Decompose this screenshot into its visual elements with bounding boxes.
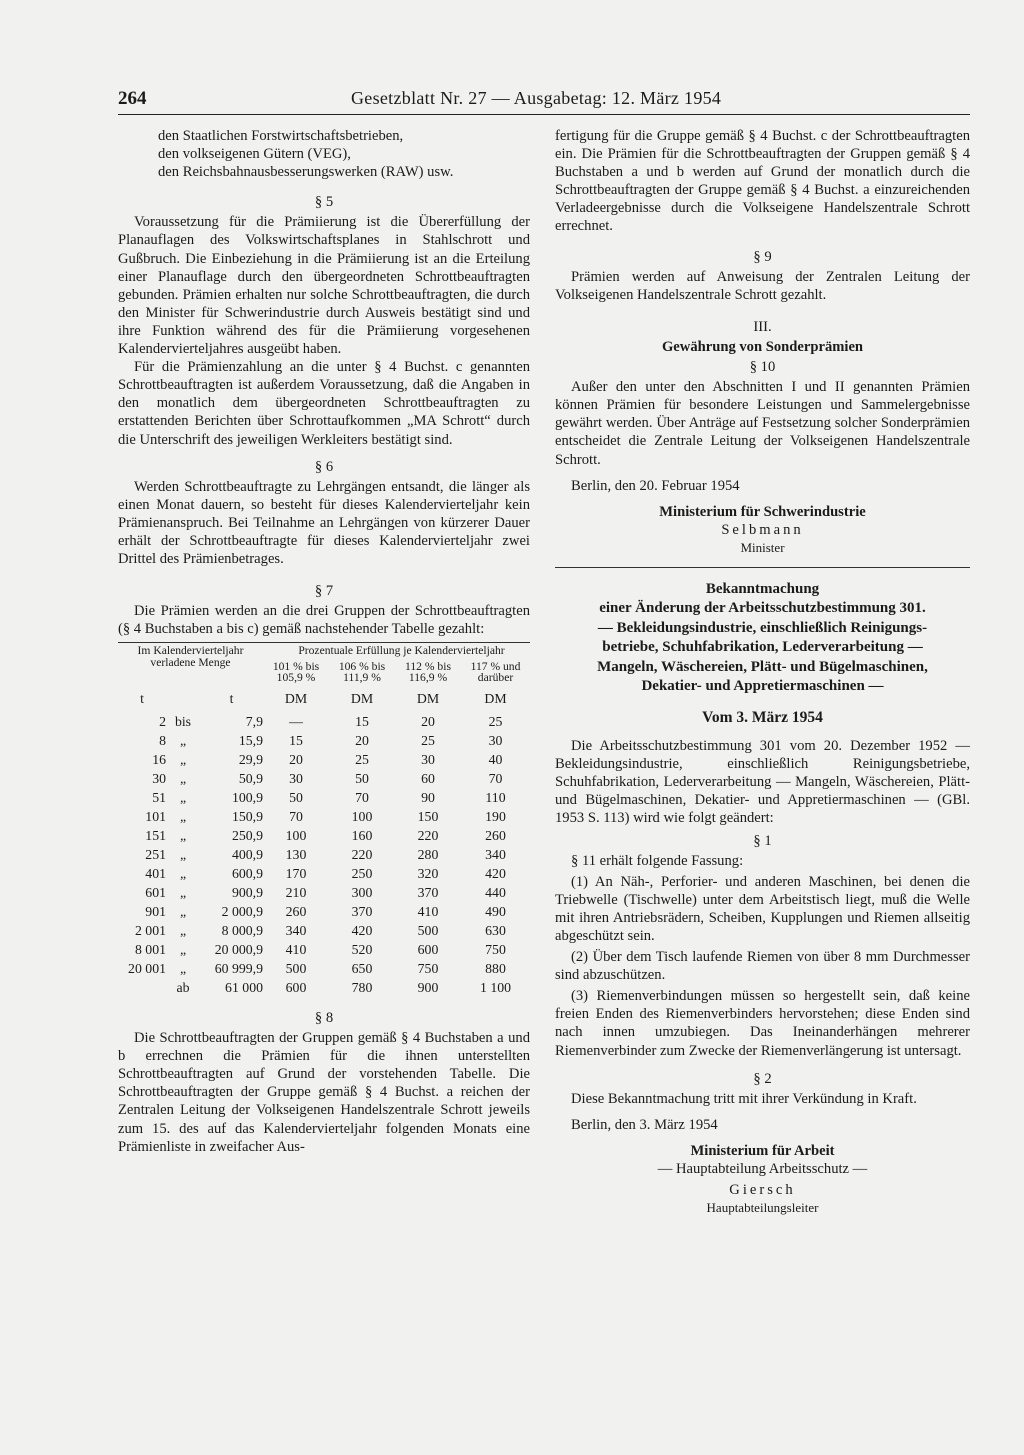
ministry-1: Ministerium für Schwerindustrie <box>659 503 866 520</box>
section-10-paragraph: Außer den unter den Abschnitten I und II genannten Prämien können Prämien für besondere Leistungen und Sammelergebnisse gewährt werden. Über Anträge auf Festsetzung solcher Sonderprämien entscheidet die Zentrale Leitung der Volkseigenen Handelszentrale Schrott. <box>555 379 970 468</box>
section-9-heading: § 9 <box>753 248 772 265</box>
table-row <box>118 826 530 845</box>
signature-date-2: Berlin, den 3. März 1954 <box>571 1116 718 1133</box>
table-cell-value: 40 <box>488 751 503 767</box>
table-cell-value: 440 <box>485 884 506 900</box>
table-row <box>118 978 530 997</box>
announcement-section-1-heading: § 1 <box>753 832 772 849</box>
table-cell-value: 250 <box>351 865 373 881</box>
announcement-title-line: einer Änderung der Arbeitsschutzbestimmung 301. <box>599 600 926 617</box>
table-units-row <box>118 686 530 712</box>
ministry-2: Ministerium für Arbeit <box>690 1142 835 1159</box>
table-cell-sep: „ <box>179 808 187 824</box>
section-9-paragraph: Prämien werden auf Anweisung der Zentralen Leitung der Volkseigenen Handelszentrale Schrott gezahlt. <box>555 268 970 303</box>
table-cell-value: 100 <box>351 808 373 824</box>
table-cell-sep: „ <box>179 960 187 976</box>
announcement-paragraph: Die Arbeitsschutzbestimmung 301 vom 20. Dezember 1952 — Bekleidungsindustrie, einschließlich Reinigungsbetriebe, Schuhfabrikation, Lederverarbeitung — Mangeln, Wäschereien, Plätt- und Bügelmaschinen, Dekatier- und Appretiermaschinen — (GBl. 1953 S. 113) wird wie folgt geändert: <box>555 738 970 827</box>
table-cell-to: 7,9 <box>245 713 263 729</box>
table-cell-value: 320 <box>417 865 439 881</box>
table-cell-value: 600 <box>285 979 307 995</box>
part-3-title: Gewährung von Sonderprämien <box>661 338 864 355</box>
table-cell-value: 750 <box>417 960 439 976</box>
announcement-title-line: betriebe, Schuhfabrikation, Lederverarbeitung — <box>602 639 923 656</box>
table-cell-to: 100,9 <box>231 789 263 805</box>
signer-1: Selbmann <box>721 521 804 538</box>
left-column <box>118 127 530 1156</box>
section-5-paragraph-1: Voraussetzung für die Prämiierung ist die Übererfüllung der Planauflagen des Volkswirtschaftsplanes in Stahlschrott und Gußbruch. Die Einbeziehung in die Prämiierung ist an die Erteilung einer Planauflage durch den übergeordneten Schrottbeauftragten gebunden. Prämien erhalten nur solche Schrottbeauftragten, die durch den Minister für Schwerindustrie durch Ausweis bestätigt sind und ihre Funktion während des für die Prämiierung vorgesehenen Kalendervierteljahres ausgeübt haben. <box>118 214 530 358</box>
table-cell-value: 220 <box>417 827 439 843</box>
section-5-paragraph-2: Für die Prämienzahlung an die unter § 4 Buchst. c genannten Schrottbeauftragten ist außerdem Voraussetzung, daß die Angaben in den monatlich dem übergeordneten Schrottbeauftragten zu erstattenden Berichten über Schrottaufkommen „MA Schrott“ durch die Unterschrift des jeweiligen Werkleiters bestätigt sind. <box>118 359 530 448</box>
table-cell-to: 60 999,9 <box>214 960 263 976</box>
table-cell-value: 370 <box>351 903 373 919</box>
announcement-title-line: Mangeln, Wäschereien, Plätt- und Bügelmaschinen, <box>597 658 928 675</box>
table-cell-value: 650 <box>351 960 373 976</box>
table-cell-value: 340 <box>285 922 307 938</box>
table-cell-value: 130 <box>285 846 307 862</box>
table-cell-value: 600 <box>417 941 439 957</box>
signer-2-title: Hauptabteilungsleiter <box>706 1200 819 1216</box>
page-number: 264 <box>118 88 147 109</box>
table-cell-from: 51 <box>152 789 166 805</box>
table-row <box>118 864 530 883</box>
table-cell-value: 20 <box>289 751 303 767</box>
section-7-paragraph: Die Prämien werden an die drei Gruppen der Schrottbeauftragten (§ 4 Buchstaben a bis c) gemäß nachstehender Tabelle gezahlt: <box>118 603 530 638</box>
table-row <box>118 712 530 731</box>
table-row <box>118 940 530 959</box>
table-cell-to: 50,9 <box>238 770 263 786</box>
intro-list <box>118 127 530 181</box>
table-cell-sep: bis <box>174 713 192 729</box>
table-cell-value: 160 <box>351 827 373 843</box>
table-cell-to: 61 000 <box>225 979 263 995</box>
announcement-section-1-paragraph-2: (1) An Näh-, Perforier- und anderen Maschinen, bei denen die Triebwelle (Tischwelle) unter dem Arbeitstisch liegt, muß die Welle mit ihren Antriebsrädern, Scheiben, Kupplungen und Riemen allseitig abgeschützt sein. <box>555 873 970 944</box>
table-cell-value: 60 <box>421 770 435 786</box>
table-cell-value: 110 <box>485 789 506 805</box>
table-cell-value: 30 <box>289 770 303 786</box>
table-cell-sep: „ <box>179 770 187 786</box>
table-cell-value: 1 100 <box>479 979 512 995</box>
table-cell-sep: „ <box>179 846 187 862</box>
table-unit: t <box>140 691 144 707</box>
table-cell-value: 100 <box>285 827 307 843</box>
table-subheader: 106 % bis 111,9 % <box>338 659 386 685</box>
table-cell-value: 30 <box>488 732 503 748</box>
premium-table <box>118 642 530 997</box>
table-cell-value: 25 <box>355 751 369 767</box>
announcement-section-1-paragraph-4: (3) Riemenverbindungen müssen so hergestellt sein, daß keine freien Enden des Riemenverbinders hervorstehen; diese Enden sind nach innen umzubiegen. Das Ineinanderhängen mehrerer Riemenverbinder zum Zwecke der Riemenverlängerung ist untersagt. <box>555 988 970 1059</box>
section-8-paragraph: Die Schrottbeauftragten der Gruppen gemäß § 4 Buchstaben a und b errechnen die Prämien für die ihnen unterstellten Schrottbeauftragten auf Grund der vorstehenden Tabelle. Die Schrottbeauftragten der Gruppe gemäß § 4 Buchst. a reichen der Zentralen Leitung der Volkseigenen Handelszentrale Schrott jeweils zum 15. des auf das Kalendervierteljahr folgenden Monats eine Prämienliste in zweifacher Aus- <box>118 1030 530 1155</box>
table-cell-value: 520 <box>351 941 373 957</box>
table-header-quantity: Im Kalendervierteljahr verladene Menge <box>137 644 244 669</box>
table-cell-value: 300 <box>351 884 373 900</box>
table-row <box>118 845 530 864</box>
table-cell-value: — <box>289 713 303 729</box>
table-cell-value: 500 <box>285 960 307 976</box>
section-10-heading: § 10 <box>749 359 776 376</box>
signer-1-title: Minister <box>740 539 785 555</box>
table-cell-value: 420 <box>351 922 373 938</box>
table-cell-value: 90 <box>421 789 435 805</box>
announcement-section-1-paragraph-1: § 11 erhält folgende Fassung: <box>571 852 744 869</box>
table-cell-value: 490 <box>485 903 506 919</box>
section-5-heading: § 5 <box>314 194 334 211</box>
table-cell-sep: „ <box>179 941 187 957</box>
table-row <box>118 750 530 769</box>
section-7-heading: § 7 <box>314 583 334 600</box>
table-cell-value: 260 <box>485 827 506 843</box>
table-cell-sep: „ <box>179 922 187 938</box>
table-cell-value: 420 <box>485 865 506 881</box>
table-cell-value: 220 <box>351 846 373 862</box>
table-cell-value: 410 <box>285 941 307 957</box>
table-subheader: 112 % bis 116,9 % <box>405 659 451 685</box>
table-row <box>118 807 530 826</box>
announcement-date: Vom 3. März 1954 <box>702 708 823 726</box>
divider <box>555 567 970 568</box>
table-cell-sep: „ <box>179 827 187 843</box>
table-cell-value: 20 <box>355 732 369 748</box>
table-cell-value: 25 <box>421 732 435 748</box>
table-cell-value: 340 <box>485 846 506 862</box>
table-cell-to: 250,9 <box>231 827 263 843</box>
announcement-title-line: Bekanntmachung <box>705 580 820 597</box>
table-cell-sep: „ <box>179 789 187 805</box>
table-cell-from: 8 <box>159 732 166 748</box>
table-cell-value: 70 <box>355 789 369 805</box>
table-cell-value: 170 <box>285 865 307 881</box>
table-cell-from: 16 <box>152 751 166 767</box>
signer-2: Giersch <box>729 1182 796 1199</box>
table-cell-to: 15,9 <box>238 732 263 748</box>
table-cell-value: 370 <box>417 884 439 900</box>
table-row <box>118 731 530 750</box>
table-header-fulfillment: Prozentuale Erfüllung je Kalendervierteljahr <box>298 644 505 658</box>
table-cell-from: 151 <box>145 827 166 843</box>
table-cell-value: 15 <box>355 713 369 729</box>
table-row <box>118 769 530 788</box>
intro-line: den Reichsbahnausbesserungswerken (RAW) usw. <box>158 164 454 181</box>
table-cell-from: 8 001 <box>134 941 166 957</box>
table-cell-value: 70 <box>488 770 503 786</box>
table-cell-from: 901 <box>145 903 166 919</box>
table-cell-from <box>118 978 166 997</box>
announcement-title <box>555 580 970 697</box>
table-cell-to: 600,9 <box>231 865 263 881</box>
table-cell-value: 900 <box>417 979 439 995</box>
table-cell-value: 410 <box>417 903 439 919</box>
table-cell-to: 29,9 <box>238 751 263 767</box>
page-header <box>118 88 970 115</box>
table-body <box>118 712 530 997</box>
table-cell-sep: „ <box>179 751 187 767</box>
table-cell-value: 630 <box>485 922 506 938</box>
table-cell-from: 251 <box>145 846 166 862</box>
table-unit: DM <box>284 691 308 707</box>
right-column <box>555 127 970 1217</box>
table-unit: DM <box>350 691 374 707</box>
table-cell-value: 260 <box>285 903 307 919</box>
section-6-paragraph: Werden Schrottbeauftragte zu Lehrgängen entsandt, die länger als einen Monat dauern, so besteht für dieses Kalendervierteljahr kein Prämienanspruch. Bei Teilnahme an Lehrgängen von kürzerer Dauer erhält der Schrottbeauftragte für dieses Kalendervierteljahr zwei Drittel des Prämienbetrages. <box>118 478 530 568</box>
announcement-section-1-paragraph-3: (2) Über dem Tisch laufende Riemen von über 8 mm Durchmesser sind abzuschützen. <box>555 949 970 984</box>
table-cell-to: 900,9 <box>231 884 263 900</box>
table-cell-value: 25 <box>488 713 503 729</box>
department-2: — Hauptabteilung Arbeitsschutz — <box>657 1161 868 1178</box>
continued-paragraph: fertigung für die Gruppe gemäß § 4 Buchst. c der Schrottbeauftragten ein. Die Prämien für die Schrottbeauftragten der Gruppen gemäß § 4 Buchstaben a und b werden auf Grund der monatlich durch die Schrottbeauftragten der Gruppe gemäß § 4 Buchst. a einzureichenden Verladeergebnisse durch die Volkseigene Handelszentrale Schrott errechnet. <box>555 128 970 235</box>
table-cell-from: 401 <box>145 865 166 881</box>
table-cell-value: 20 <box>421 713 435 729</box>
table-cell-sep: ab <box>176 979 190 995</box>
table-cell-to: 8 000,9 <box>221 922 263 938</box>
table-cell-value: 150 <box>417 808 439 824</box>
table-cell-from: 101 <box>145 808 166 824</box>
table-cell-value: 70 <box>289 808 303 824</box>
table-row <box>118 788 530 807</box>
table-cell-value: 280 <box>417 846 439 862</box>
table-cell-from: 2 001 <box>134 922 166 938</box>
table-row <box>118 921 530 940</box>
announcement-title-line: — Bekleidungsindustrie, einschließlich Reinigungs- <box>597 619 928 636</box>
table-cell-value: 780 <box>351 979 373 995</box>
table-row <box>118 883 530 902</box>
announcement-section-2-paragraph: Diese Bekanntmachung tritt mit ihrer Verkündung in Kraft. <box>571 1090 917 1107</box>
table-cell-from: 30 <box>152 770 166 786</box>
table-cell-to: 2 000,9 <box>221 903 263 919</box>
table-cell-sep: „ <box>179 884 187 900</box>
table-cell-sep: „ <box>179 732 187 748</box>
signature-date-1: Berlin, den 20. Februar 1954 <box>571 477 740 494</box>
table-cell-to: 150,9 <box>231 808 263 824</box>
table-cell-to: 20 000,9 <box>214 941 263 957</box>
table-header-row <box>118 643 530 659</box>
table-cell-value: 500 <box>417 922 439 938</box>
table-cell-value: 750 <box>485 941 506 957</box>
table-cell-value: 50 <box>289 789 303 805</box>
section-8-heading: § 8 <box>314 1009 334 1026</box>
table-subheader: 117 % und darüber <box>470 659 521 685</box>
table-cell-value: 190 <box>485 808 506 824</box>
table-row <box>118 959 530 978</box>
table-cell-value: 15 <box>289 732 303 748</box>
announcement-title-line: Dekatier- und Appretiermaschinen — <box>641 678 884 695</box>
part-3-heading: III. <box>753 318 772 335</box>
table-cell-from: 2 <box>159 713 166 729</box>
table-cell-sep: „ <box>179 903 187 919</box>
announcement-section-2-heading: § 2 <box>753 1070 772 1087</box>
table-cell-value: 50 <box>355 770 369 786</box>
table-cell-value: 880 <box>485 960 506 976</box>
table-cell-value: 30 <box>421 751 435 767</box>
table-cell-to: 400,9 <box>231 846 263 862</box>
table-cell-sep: „ <box>179 865 187 881</box>
table-subheader: 101 % bis 105,9 % <box>272 659 320 685</box>
intro-line: den Staatlichen Forstwirtschaftsbetrieben, <box>158 128 404 144</box>
table-unit: DM <box>484 691 507 707</box>
header-title: Gesetzblatt Nr. 27 — Ausgabetag: 12. März 1954 <box>351 88 722 108</box>
table-unit: t <box>229 691 234 707</box>
table-cell-from: 20 001 <box>128 960 166 976</box>
intro-line: den volkseigenen Gütern (VEG), <box>158 146 351 163</box>
section-6-heading: § 6 <box>314 458 334 475</box>
table-row <box>118 902 530 921</box>
table-cell-value: 210 <box>285 884 307 900</box>
table-cell-from: 601 <box>145 884 166 900</box>
table-unit: DM <box>416 691 440 707</box>
